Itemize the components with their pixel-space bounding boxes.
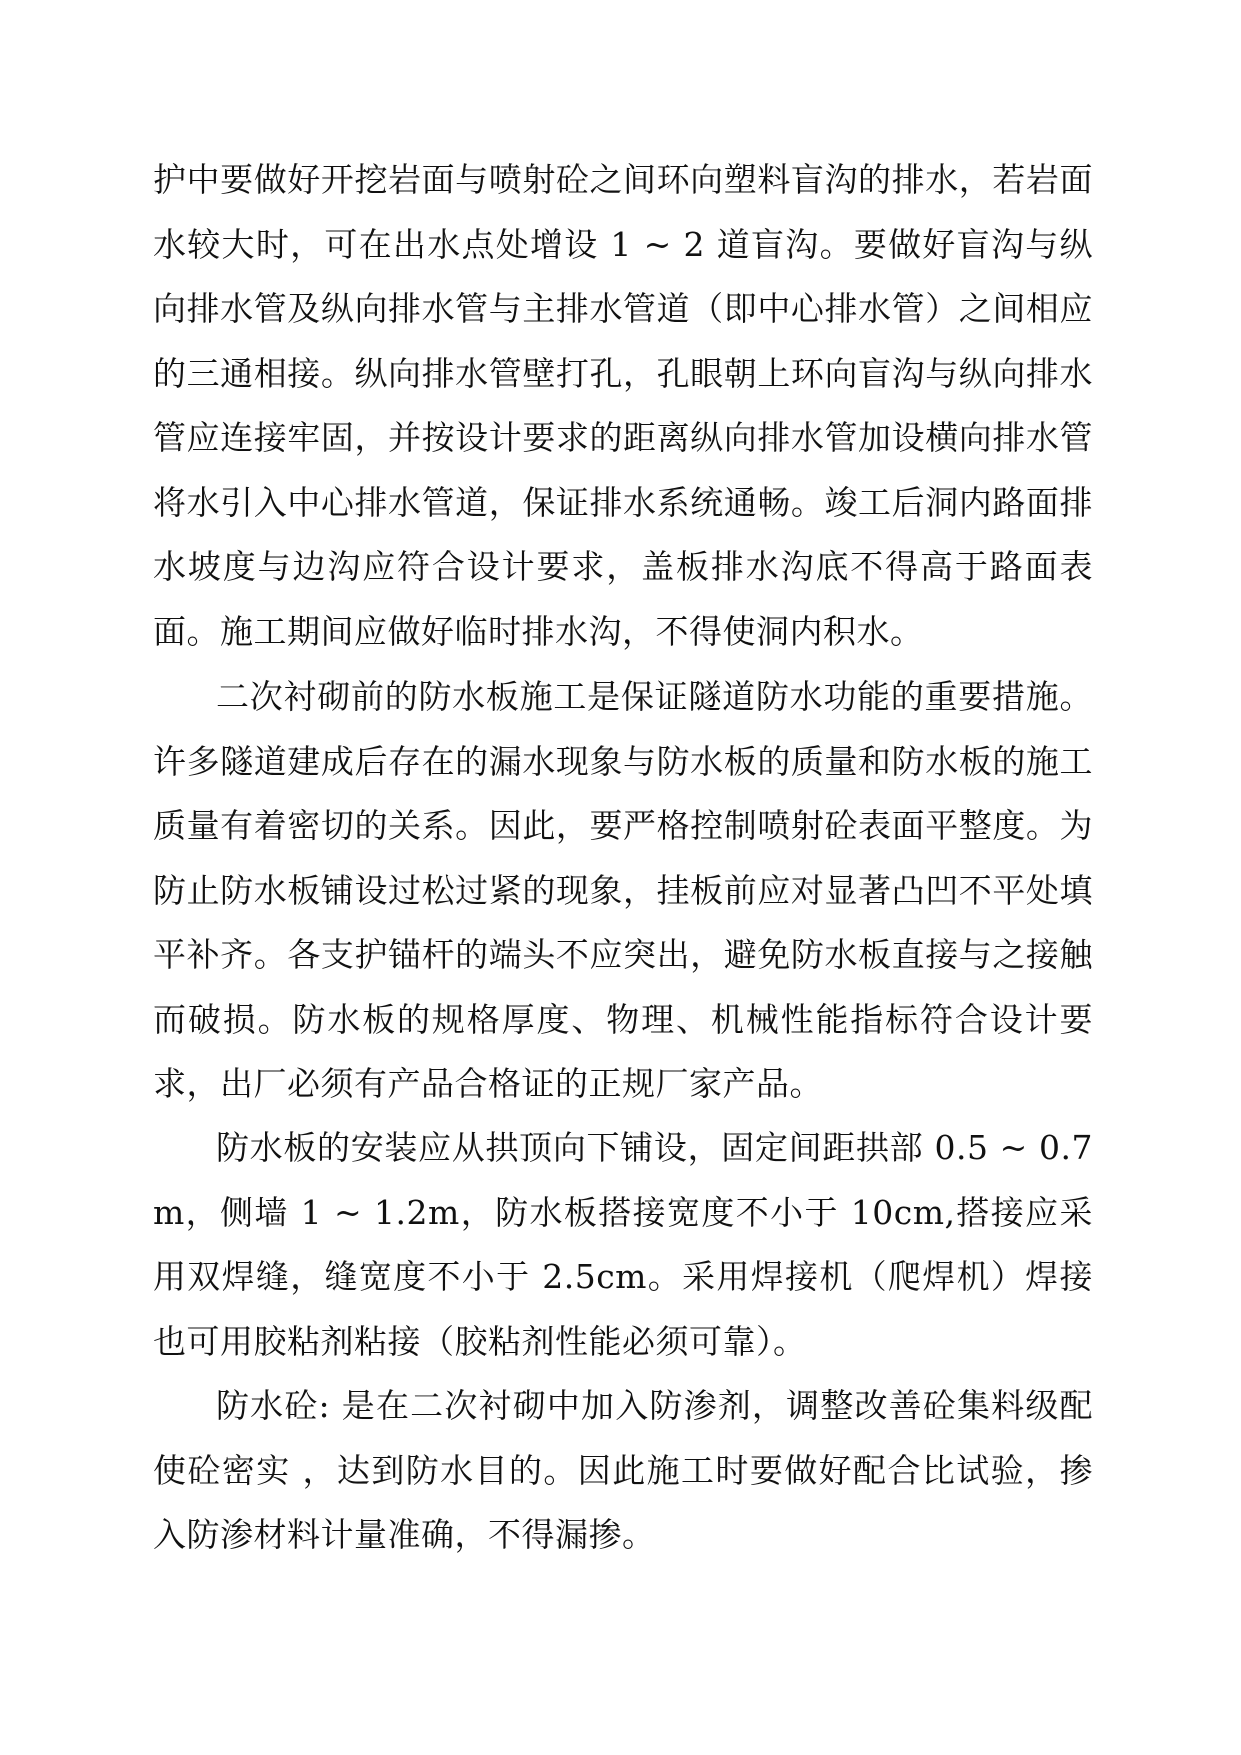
paragraph-board-installation: 防水板的安装应从拱顶向下铺设，固定间距拱部 0.5 ~ 0.7m，侧墙 1 ~ 1.2m，防水板搭接宽度不小于 10cm,搭接应采用双焊缝，缝宽度不小于 2.5cm。采用焊接机（爬焊机）焊接也可用胶粘剂粘接（胶粘剂性能必须可靠）。 — [153, 1128, 1093, 1361]
paragraph-waterproof-board: 二次衬砌前的防水板施工是保证隧道防水功能的重要措施。许多隧道建成后存在的漏水现象与防水板的质量和防水板的施工质量有着密切的关系。因此，要严格控制喷射砼表面平整度。为防止防水板铺设过松过紧的现象，挂板前应对显著凸凹不平处填平补齐。各支护锚杆的端头不应突出，避免防水板直接与之接触而破损。防水板的规格厚度、物理、机械性能指标符合设计要求，出厂必须有产品合格证的正规厂家产品。 — [153, 677, 1093, 1103]
paragraph-waterproof-concrete: 防水砼: 是在二次衬砌中加入防渗剂，调整改善砼集料级配使砼密实 ，达到防水目的。因此施工时要做好配合比试验，掺入防渗材料计量准确，不得漏掺。 — [153, 1386, 1093, 1554]
paragraph-drainage: 护中要做好开挖岩面与喷射砼之间环向塑料盲沟的排水，若岩面水较大时，可在出水点处增设 1 ~ 2 道盲沟。要做好盲沟与纵向排水管及纵向排水管与主排水管道（即中心排水管）之间相应的三通相接。纵向排水管壁打孔，孔眼朝上环向盲沟与纵向排水管应连接牢固，并按设计要求的距离纵向排水管加设横向排水管将水引入中心排水管道，保证排水系统通畅。竣工后洞内路面排水坡度与边沟应符合设计要求，盖板排水沟底不得高于路面表面。施工期间应做好临时排水沟，不得使洞内积水。 — [153, 160, 1093, 651]
